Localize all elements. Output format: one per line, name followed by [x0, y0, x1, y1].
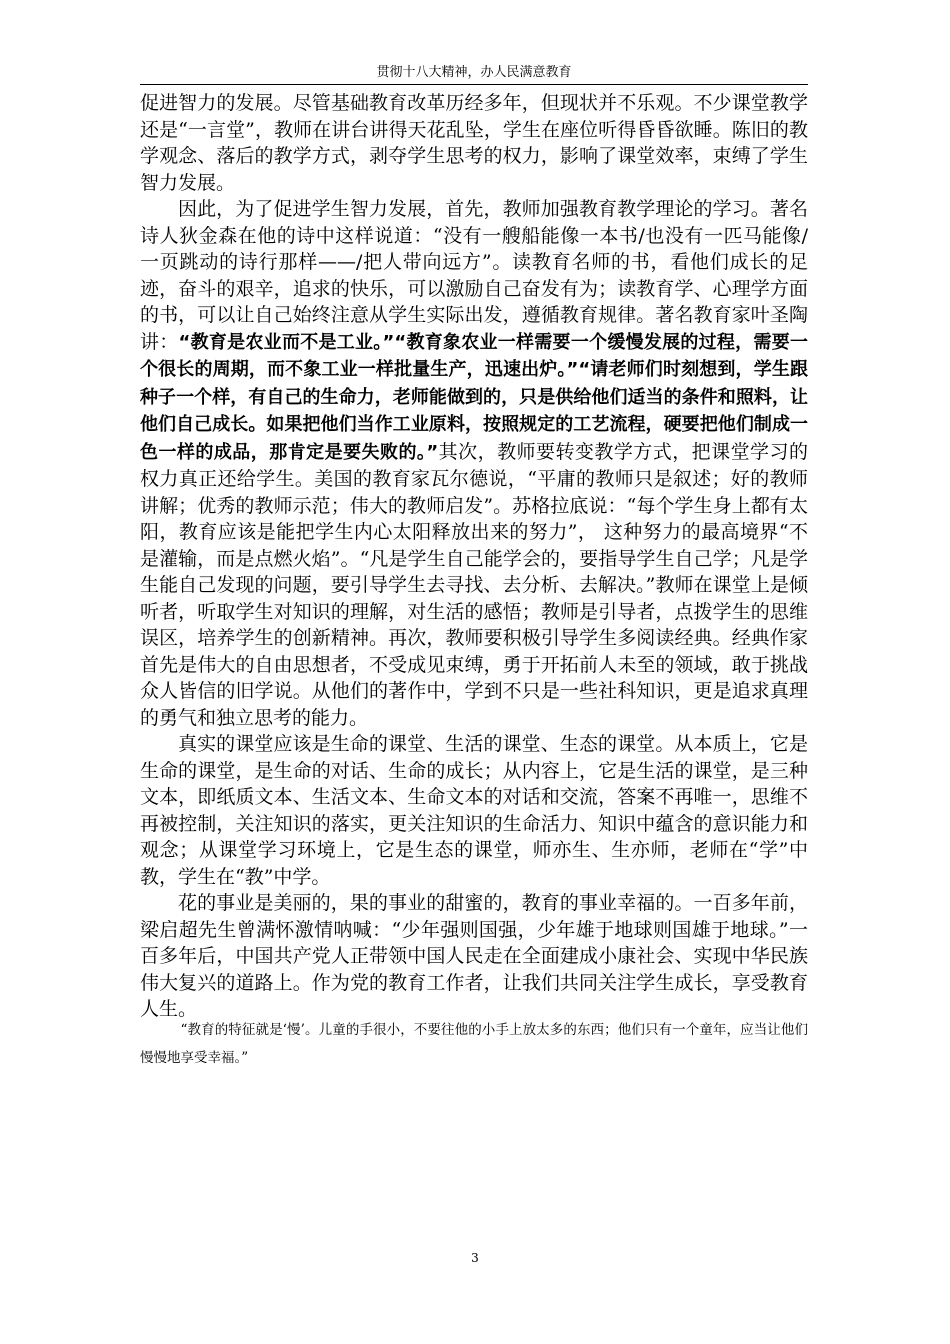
paragraph-4: 花的事业是美丽的，果的事业的甜蜜的，教育的事业幸福的。一百多年前，梁启超先生曾满怀激情呐喊：“少年强则国强，少年雄于地球则国雄于地球。”一百多年后，中国共产党人正带领中国人民走在全面建成小康社会、实现中华民族伟大复兴的道路上。作为党的教育工作者，让我们共同关注学生成长，享受教育人生。 — [140, 892, 808, 1020]
header-text: 贯彻十八大精神，办人民满意教育 — [376, 65, 572, 80]
paragraph-2-continuation: 其次，教师要转变教学方式，把课堂学习的权力真正还给学生。美国的教育家瓦尔德说，“平庸的教师只是叙述；好的教师讲解；优秀的教师示范；伟大的教师启发”。苏格拉底说：“每个学生身上都有太阳，教育应该是能把学生内心太阳释放出来的努力”， 这种努力的最高境界“不是灌输，而是点燃火焰”。“凡是学生自己能学会的，要指导学生自己学；凡是学生能自己发现的问题，要引导学生去寻找、去分析、去解决。”教师在课堂上是倾听者，听取学生对知识的理解，对生活的感悟；教师是引导者，点拨学生的思维误区，培养学生的创新精神。再次，教师要积极引导学生多阅读经典。经典作家首先是伟大的自由思想者，不受成见束缚，勇于开拓前人未至的领域，敢于挑战众人皆信的旧学说。从他们的著作中，学到不只是一些社科知识，更是追求真理的勇气和独立思考的能力。 — [140, 440, 808, 729]
page-number: 3 — [471, 1251, 479, 1265]
page-header — [140, 62, 808, 85]
closing-quote: “教育的特征就是‘慢’。儿童的手很小，不要往他的小手上放太多的东西；他们只有一个童年，应当让他们慢慢地享受幸福。” — [140, 1022, 808, 1066]
ye-shengtao-quote: “教育是农业而不是工业。”“教育象农业一样需要一个缓慢发展的过程，需要一个很长的周期，而不象工业一样批量生产，迅速出炉。”“请老师们时刻想到，学生跟种子一个样，有自己的生命力，老师能做到的，只是供给他们适当的条件和照料，让他们自己成长。如果把他们当作工业原料，按照规定的工艺流程，硬要把他们制成一色一样的成品，那肯定是要失败的。” — [140, 331, 808, 463]
paragraph-1: 促进智力的发展。尽管基础教育改革历经多年，但现状并不乐观。不少课堂教学还是“一言堂”，教师在讲台讲得天花乱坠，学生在座位听得昏昏欲睡。陈旧的教学观念、落后的教学方式，剥夺学生思考的权力，影响了课堂效率，束缚了学生智力发展。 — [140, 92, 808, 194]
paragraph-2 — [140, 196, 808, 731]
document-body — [140, 90, 808, 1023]
paragraph-2-intro: 因此，为了促进学生智力发展，首先，教师加强教育教学理论的学习。著名诗人狄金森在他的诗中这样说道：“没有一艘船能像一本书/也没有一匹马能像/一页跳动的诗行那样——/把人带向远方”。读教育名师的书，看他们成长的足迹，奋斗的艰辛，追求的快乐，可以激励自己奋发有为；读教育学、心理学方面的书，可以让自己始终注意从学生实际出发，遵循教育规律。著名教育家叶圣陶讲： — [140, 198, 808, 353]
paragraph-3: 真实的课堂应该是生命的课堂、生活的课堂、生态的课堂。从本质上，它是生命的课堂，是生命的对话、生命的成长；从内容上，它是生活的课堂，是三种文本，即纸质文本、生活文本、生命文本的对话和交流，答案不再唯一，思维不再被控制，关注知识的落实，更关注知识的生命活力、知识中蕴含的意识能力和观念；从课堂学习环境上，它是生态的课堂，师亦生、生亦师，老师在“学”中教，学生在“教”中学。 — [140, 733, 808, 888]
